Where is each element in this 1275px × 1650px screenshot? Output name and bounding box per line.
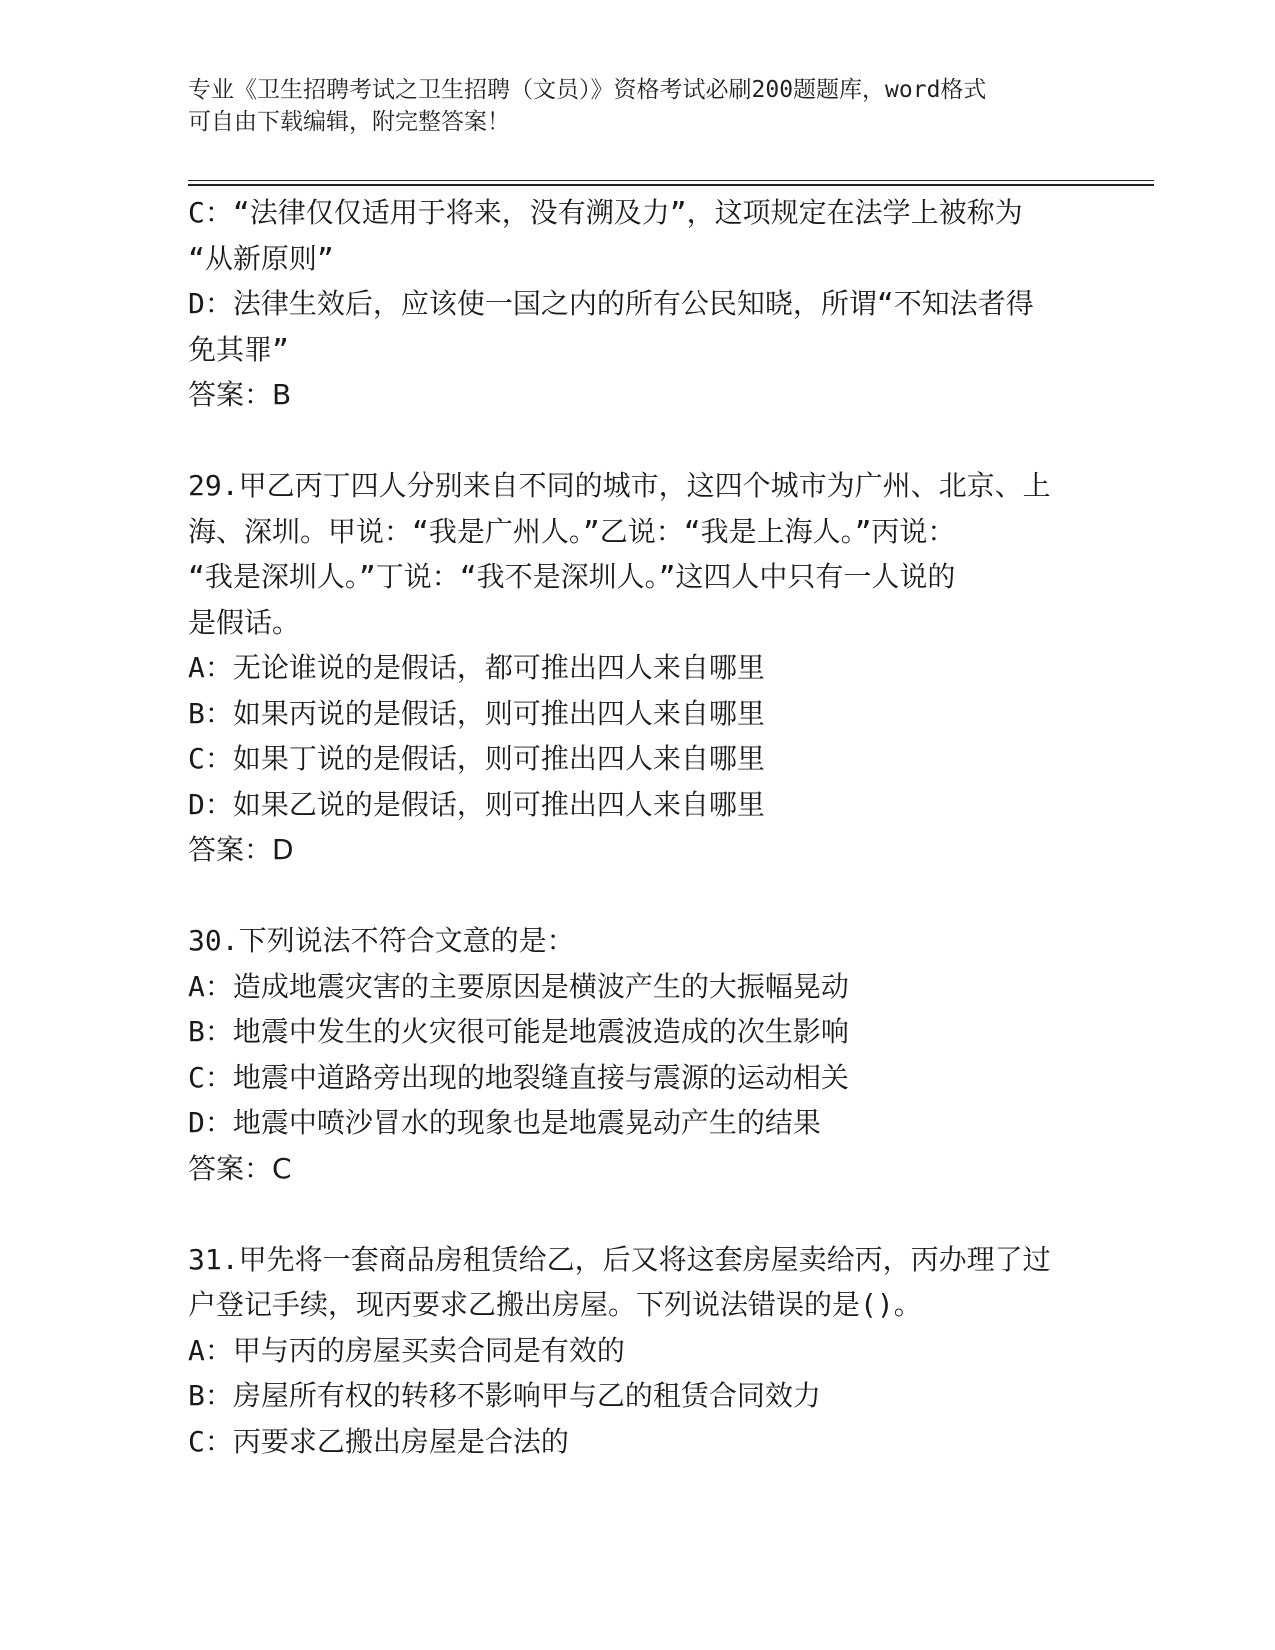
option-d-line-1: D：法律生效后，应该使一国之内的所有公民知晓，所谓“不知法者得	[188, 287, 1034, 320]
header-title-line-2: 可自由下载编辑，附完整答案！	[188, 109, 510, 135]
question-stem-line-3: “我是深圳人。”丁说：“我不是深圳人。”这四人中只有一人说的	[188, 560, 956, 593]
option-a: A：甲与丙的房屋买卖合同是有效的	[188, 1333, 625, 1367]
option-c: C：如果丁说的是假话，则可推出四人来自哪里	[188, 742, 765, 775]
option-b: B：地震中发生的火灾很可能是地震波造成的次生影响	[188, 1015, 849, 1048]
answer-line: 答案：C	[188, 1151, 292, 1185]
option-c: C：丙要求乙搬出房屋是合法的	[188, 1424, 569, 1458]
option-c-line-1: C：“法律仅仅适用于将来，没有溯及力”，这项规定在法学上被称为	[188, 196, 1023, 229]
question-31	[188, 1237, 1088, 1465]
option-a: A：造成地震灾害的主要原因是横波产生的大振幅晃动	[188, 969, 849, 1003]
question-stem-line-2: 海、深圳。甲说：“我是广州人。”乙说：“我是上海人。”丙说：	[188, 514, 956, 548]
header-divider-thin	[188, 180, 1154, 181]
question-stem-line-1: 29.甲乙丙丁四人分别来自不同的城市，这四个城市为广州、北京、上	[188, 469, 1051, 502]
document-header	[188, 74, 1068, 138]
question-stem-line-1: 31.甲先将一套商品房租赁给乙，后又将这套房屋卖给丙，丙办理了过	[188, 1242, 1051, 1276]
spacer	[188, 1191, 1088, 1237]
question-stem-line-2: 户登记手续，现丙要求乙搬出房屋。下列说法错误的是()。	[188, 1288, 922, 1321]
question-30	[188, 918, 1088, 1191]
option-c-line-2: “从新原则”	[188, 241, 334, 275]
question-stem-line-1: 30.下列说法不符合文意的是：	[188, 924, 575, 957]
option-b: B：房屋所有权的转移不影响甲与乙的租赁合同效力	[188, 1379, 821, 1412]
previous-question	[188, 190, 1088, 418]
header-divider-thick	[188, 184, 1154, 186]
header-title-line-1: 专业《卫生招聘考试之卫生招聘（文员）》资格考试必刷200题题库，word格式	[188, 77, 987, 103]
spacer	[188, 873, 1088, 919]
document-body	[188, 190, 1088, 1464]
option-c: C：地震中道路旁出现的地裂缝直接与震源的运动相关	[188, 1060, 849, 1094]
option-b: B：如果丙说的是假话，则可推出四人来自哪里	[188, 696, 765, 730]
question-29	[188, 463, 1088, 873]
spacer	[188, 418, 1088, 464]
option-d: D：如果乙说的是假话，则可推出四人来自哪里	[188, 787, 765, 821]
option-a: A：无论谁说的是假话，都可推出四人来自哪里	[188, 651, 765, 684]
option-d: D：地震中喷沙冒水的现象也是地震晃动产生的结果	[188, 1106, 821, 1139]
answer-line: 答案：B	[188, 378, 292, 411]
question-stem-line-4: 是假话。	[188, 605, 301, 639]
option-d-line-2: 免其罪”	[188, 332, 289, 366]
answer-line: 答案：D	[188, 833, 294, 866]
